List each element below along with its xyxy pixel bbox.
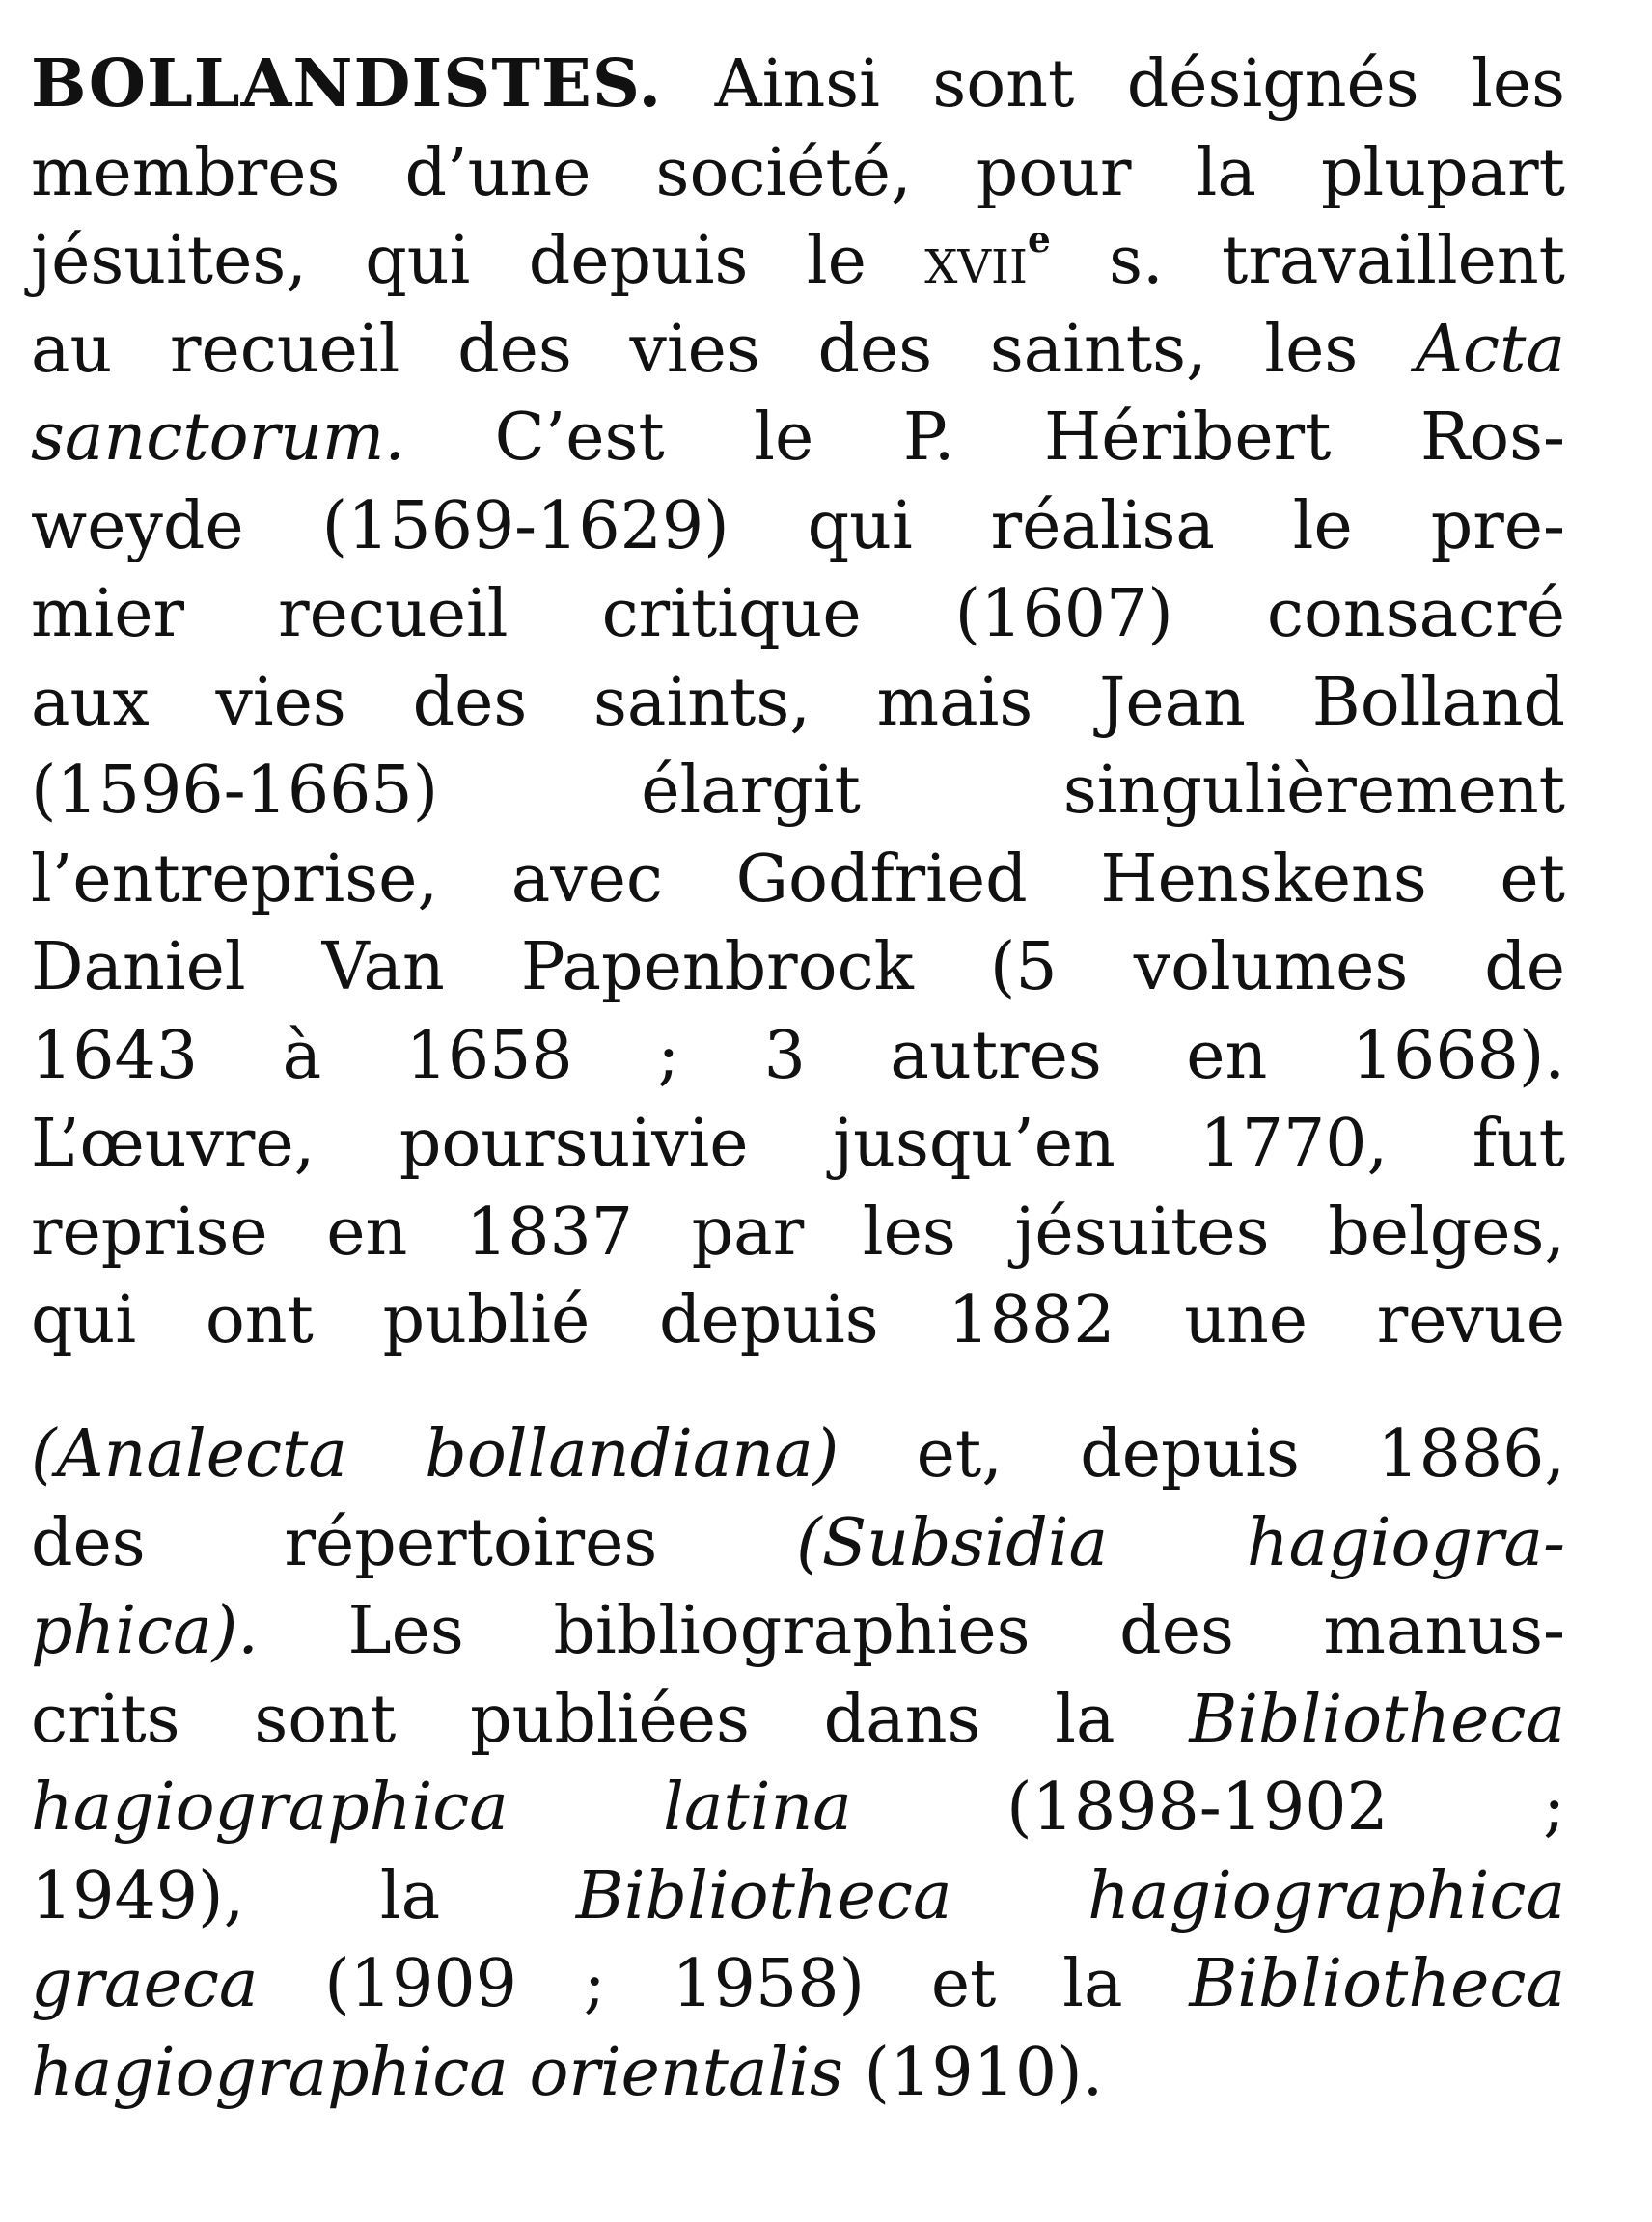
text-run: weyde (1569-1629) qui réalisa le pre- <box>31 487 1565 564</box>
text-run: membres d’une société, pour la plupart <box>31 134 1565 211</box>
text-line <box>31 923 1565 1012</box>
text-run: et, depuis 1886, <box>839 1416 1565 1493</box>
italic-title: graeca <box>31 1946 259 2022</box>
text-line <box>31 217 1565 306</box>
text-run: L’œuvre, poursuivie jusqu’en 1770, fut <box>31 1106 1565 1182</box>
text-line <box>31 394 1565 482</box>
text-line <box>31 1100 1565 1189</box>
text-line <box>31 1012 1565 1101</box>
text-run: qui ont publié depuis 1882 une revue <box>31 1282 1565 1358</box>
entry-paragraph-part-1 <box>31 41 1565 1365</box>
text-run: 1643 à 1658 ; 3 autres en 1668). <box>31 1017 1565 1094</box>
text-run: Daniel Van Papenbrock (5 volumes de <box>31 929 1565 1005</box>
text-line <box>31 570 1565 659</box>
text-line <box>31 1764 1565 1852</box>
headword: BOLLANDISTES. <box>31 45 663 123</box>
text-run: l’entreprise, avec Godfried Henskens et <box>31 840 1565 918</box>
text-line <box>31 2029 1565 2118</box>
text-run: (1910). <box>842 2034 1104 2111</box>
text-line <box>31 1411 1565 1499</box>
text-run: s. travaillent <box>1050 223 1565 299</box>
italic-title: hagiographica latina <box>31 1769 852 1846</box>
text-run: C’est le P. Héribert Ros- <box>404 399 1565 476</box>
text-run: Ainsi sont désignés les <box>662 46 1565 123</box>
italic-title: Bibliotheca <box>1189 1681 1565 1758</box>
text-line <box>31 1852 1565 1941</box>
italic-title: hagiographica orientalis <box>31 2034 843 2111</box>
text-line <box>31 659 1565 748</box>
text-line <box>31 306 1565 395</box>
text-run: jésuites, qui depuis le <box>31 223 925 299</box>
text-line <box>31 1276 1565 1365</box>
text-line <box>31 1587 1565 1676</box>
italic-title: (Analecta bollandiana) <box>31 1416 840 1493</box>
italic-title: Bibliotheca hagiographica <box>575 1857 1565 1934</box>
text-line <box>31 1499 1565 1588</box>
text-line <box>31 836 1565 924</box>
text-run: (1596-1665) élargit singulièrement <box>31 753 1565 829</box>
text-line <box>31 1189 1565 1277</box>
superscript: e <box>1027 218 1051 261</box>
text-run: au recueil des vies des saints, les <box>31 311 1416 388</box>
entry-paragraph-part-2 <box>31 1411 1565 2117</box>
text-line <box>31 1940 1565 2029</box>
text-line <box>31 129 1565 218</box>
italic-title: sanctorum. <box>31 399 405 476</box>
text-run: crits sont publiées dans la <box>31 1681 1190 1758</box>
text-line <box>31 1676 1565 1765</box>
roman-numeral: xvii <box>924 223 1028 299</box>
text-run: aux vies des saints, mais Jean Bolland <box>31 664 1565 741</box>
italic-title: phica). <box>31 1593 259 1669</box>
text-run: (1909 ; 1958) et la <box>258 1946 1190 2022</box>
text-run: (1898-1902 ; <box>851 1769 1565 1846</box>
text-run: mier recueil critique (1607) consacré <box>31 576 1565 652</box>
italic-title: Acta <box>1415 311 1565 388</box>
italic-title: (Subsidia hagiogra- <box>796 1504 1565 1581</box>
text-line <box>31 747 1565 836</box>
text-run: des répertoires <box>31 1504 797 1581</box>
text-run: reprise en 1837 par les jésuites belges, <box>31 1193 1565 1271</box>
italic-title: Bibliotheca <box>1189 1946 1565 2022</box>
text-run: 1949), la <box>31 1857 576 1934</box>
text-line <box>31 41 1565 129</box>
text-run: Les bibliographies des manus- <box>258 1593 1565 1669</box>
text-line <box>31 482 1565 571</box>
